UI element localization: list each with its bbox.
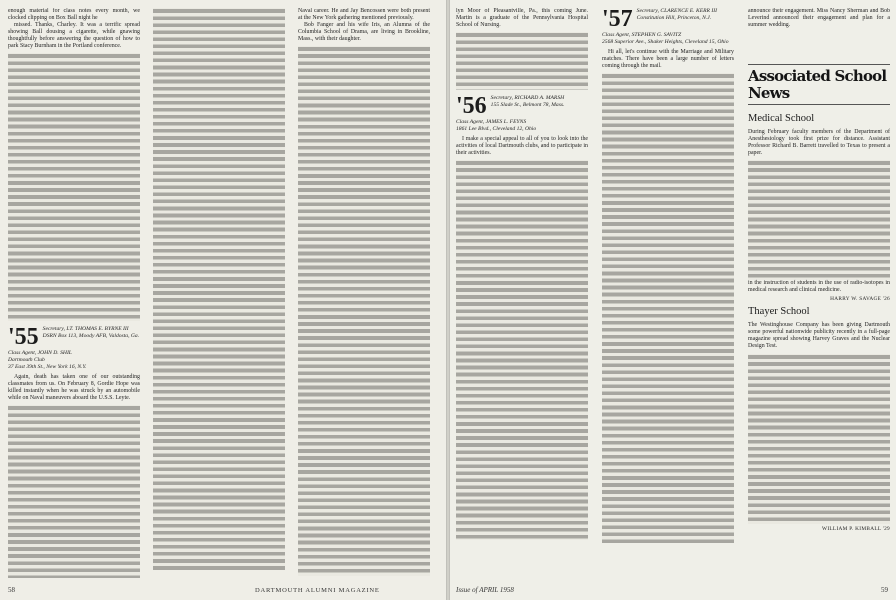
right-column-3 xyxy=(748,110,890,580)
right-column-2 xyxy=(602,8,734,578)
class-agent-address: 2568 Superior Ave., Shaker Heights, Cleveland 15, Ohio xyxy=(602,38,729,45)
paragraph: announce their engagement. Miss Nancy Sherman and Bob Leverind announced their engagement and plan for a summer wedding. xyxy=(748,8,890,29)
class-secretary: Secretary, LT. THOMAS E. BYRNE III xyxy=(42,326,129,333)
class-56-heading xyxy=(456,95,588,133)
text-body xyxy=(456,32,588,90)
text-body xyxy=(602,73,734,543)
left-column-1 xyxy=(8,8,140,578)
paragraph: in the instruction of students in the use of radio-isotopes in medical research and clinical medicine. xyxy=(748,280,890,294)
section-banner: Associated School News xyxy=(748,67,887,102)
text-body xyxy=(8,405,140,578)
left-column-3 xyxy=(298,8,430,578)
section-heading-thayer: Thayer School xyxy=(748,306,810,318)
page-number: 59 xyxy=(881,586,888,594)
right-column-4-top xyxy=(748,8,890,68)
class-number: '57 xyxy=(602,8,633,32)
paragraph: Hi all, let's continue with the Marriage and Military matches. There have been a large number of letters coming through the mail. xyxy=(602,48,734,69)
class-number: '55 xyxy=(8,324,39,351)
paragraph: lyn Moor of Pleasantville, Pa., this coming June. Martin is a graduate of the Pennsylvania Hospital School of Nursing. xyxy=(456,8,588,29)
class-club: Dartmouth Club xyxy=(8,357,45,364)
class-number: '56 xyxy=(456,93,487,120)
paragraph: missed. Thanks, Charley. It was a terrific spread showing Ball dousing a cigarette, while gnawing thoughtfully before answering the question of how to park Stacy Burnham in the Portland conference. xyxy=(8,22,140,50)
class-secretary: Secretary, RICHARD A. MARSH xyxy=(490,95,565,102)
text-body xyxy=(748,354,890,524)
byline xyxy=(748,526,890,533)
class-agent: Class Agent, JAMES L. FEYNS xyxy=(456,119,527,126)
text-body xyxy=(153,8,285,570)
class-secretary-address: DSRN Box 113, Moody AFB, Valdosta, Ga. xyxy=(42,333,140,340)
right-column-1 xyxy=(456,8,588,578)
left-column-2 xyxy=(153,8,285,578)
text-body xyxy=(456,160,588,540)
divider xyxy=(748,104,890,105)
paragraph: Again, death has taken one of our outstanding classmates from us. On February 8, Gordie Hope was killed instantly when he was struck by an automobile while on Naval maneuvers aboard the U.S.S. Leyte. xyxy=(8,373,140,401)
paragraph: I make a special appeal to all of you to look into the activities of local Dartmouth clubs, and to participate in their activities. xyxy=(456,135,588,156)
magazine-title: DARTMOUTH ALUMNI MAGAZINE xyxy=(255,587,380,594)
paragraph: Naval career. He and Jay Bencossen were both present at the New York gathering mentioned previously. xyxy=(298,8,430,22)
class-secretary: Secretary, CLARENCE E. KERR III xyxy=(636,8,717,14)
class-secretary-address: Constitution Hill, Princeton, N.J. xyxy=(636,14,712,21)
divider xyxy=(748,64,890,65)
page-number: 58 xyxy=(8,586,15,594)
paragraph: The Westinghouse Company has been giving Dartmouth some powerful nationwide publicity recently in a full-page magazine spread showing Harvey Graves and the Nuclear Design Test. xyxy=(748,322,890,350)
byline-author: WILLIAM P. KIMBALL '29 xyxy=(822,525,890,532)
class-agent: Class Agent, JOHN D. SHIL xyxy=(8,350,72,357)
class-club-address: 37 East 39th St., New York 16, N.Y. xyxy=(8,363,87,370)
text-body xyxy=(298,46,430,576)
class-agent: Class Agent, STEPHEN G. SAVITZ xyxy=(602,32,682,38)
paragraph: During February faculty members of the Department of Anesthesiology took first prize for distance. Assistant Professor Richard B. Barrett travelled to Texas to present a paper. xyxy=(748,129,890,157)
class-secretary-address: 155 Slade St., Belmont 78, Mass. xyxy=(490,101,565,108)
class-agent-address: 1861 Lee Blvd., Cleveland 12, Ohio xyxy=(456,125,537,132)
text-body xyxy=(8,53,140,321)
paragraph: enough material for class notes every month, we clocked clipping on Box Ball night he xyxy=(8,8,140,22)
issue-date: Issue of APRIL 1958 xyxy=(456,586,514,594)
byline xyxy=(748,296,890,303)
class-55-heading xyxy=(8,326,140,370)
text-body xyxy=(748,160,890,280)
class-57-heading xyxy=(602,8,734,46)
paragraph: Bob Fanger and his wife Iris, an Alumna of the Columbia School of Drama, are living in Brookline, Mass., with their daughter. xyxy=(298,22,430,43)
right-page xyxy=(450,0,896,600)
section-heading-medical: Medical School xyxy=(748,113,815,124)
left-page xyxy=(0,0,446,600)
byline-author: HARRY W. SAVAGE '26 xyxy=(830,296,890,303)
